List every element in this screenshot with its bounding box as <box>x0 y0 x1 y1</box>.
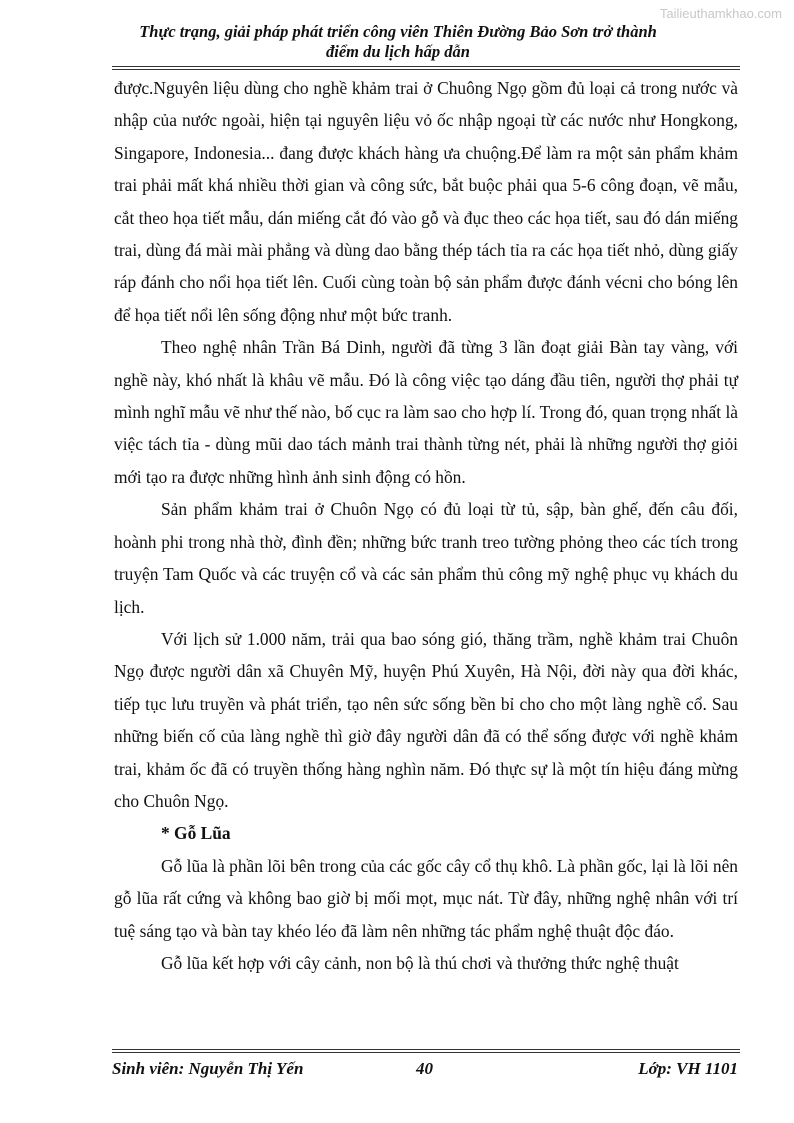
running-header <box>112 22 684 62</box>
header-title-line-2: điểm du lịch hấp dẫn <box>326 42 470 61</box>
header-divider <box>112 66 740 70</box>
header-title-line-1: Thực trạng, giải pháp phát triển công viên Thiên Đường Bảo Sơn trở thành <box>139 22 657 41</box>
footer-divider <box>112 1049 740 1053</box>
paragraph-3: Sản phẩm khảm trai ở Chuôn Ngọ có đủ loại từ tủ, sập, bàn ghế, đến câu đối, hoành phi trong nhà thờ, đình đền; những bức tranh treo tường phỏng theo các tích trong truyện Tam Quốc và các truyện cổ và các sản phẩm thủ công mỹ nghệ phục vụ khách du lịch. <box>114 499 738 617</box>
paragraph-2: Theo nghệ nhân Trần Bá Dinh, người đã từng 3 lần đoạt giải Bàn tay vàng, với nghề này, khó nhất là khâu vẽ mẫu. Đó là công việc tạo dáng đầu tiên, người thợ phải tự mình nghĩ mẫu vẽ như thế nào, bố cục ra làm sao cho hợp lí. Trong đó, quan trọng nhất là việc tách tỉa - dùng mũi dao tách mảnh trai thành từng nét, phải là những người thợ giỏi mới tạo ra được những hình ảnh sinh động có hồn. <box>114 337 738 487</box>
paragraph-4: Với lịch sử 1.000 năm, trải qua bao sóng gió, thăng trầm, nghề khảm trai Chuôn Ngọ được người dân xã Chuyên Mỹ, huyện Phú Xuyên, Hà Nội, đời này qua đời khác, tiếp tục lưu truyền và phát triển, tạo nên sức sống bền bỉ cho cho một làng nghề cổ. Sau những biến cố của làng nghề thì giờ đây người dân đã có thể sống được với nghề khảm trai, khảm ốc đã có truyền thống hàng nghìn năm. Đó thực sự là một tín hiệu đáng mừng cho Chuôn Ngọ. <box>114 628 738 811</box>
watermark-text: Tailieuthamkhao.com <box>659 6 782 21</box>
footer-student-name: Sinh viên: Nguyễn Thị Yến <box>112 1059 304 1078</box>
page-number: 40 <box>416 1059 433 1078</box>
page-footer <box>112 1059 740 1081</box>
paragraph-5: Gỗ lũa là phần lõi bên trong của các gốc cây cổ thụ khô. Là phần gốc, lại là lõi nên gỗ lũa rất cứng và không bao giờ bị mối mọt, mục nát. Từ đây, những nghệ nhân với trí tuệ sáng tạo và bàn tay khéo léo đã làm nên những tác phẩm nghệ thuật độc đáo. <box>114 855 738 941</box>
paragraph-1: được.Nguyên liệu dùng cho nghề khảm trai ở Chuông Ngọ gồm đủ loại cả trong nước và nhập của nước ngoài, hiện tại nguyên liệu vỏ ốc nhập ngoại từ các nước như Hongkong, Singapore, Indonesia... đang được khách hàng ưa chuộng.Để làm ra một sản phẩm khảm trai phải mất khá nhiều thời gian và công sức, bắt buộc phải qua 5-6 công đoạn, vẽ mẫu, cắt theo họa tiết mẫu, dán miếng cắt đó vào gỗ và đục theo các họa tiết, sau đó dán miếng trai, dùng đá mài mài phẳng và dùng dao bằng thép tách tỉa ra các họa tiết nhỏ, dùng giấy ráp đánh cho nổi họa tiết lên. Cuối cùng toàn bộ sản phẩm được đánh vécni cho bóng lên để họa tiết nổi lên sống động như một bức tranh. <box>114 78 738 325</box>
footer-class: Lớp: VH 1101 <box>638 1059 738 1078</box>
document-body <box>114 72 738 979</box>
paragraph-6: Gỗ lũa kết hợp với cây cảnh, non bộ là thú chơi và thưởng thức nghệ thuật <box>161 952 679 973</box>
section-heading-go-lua: * Gỗ Lũa <box>161 823 231 844</box>
